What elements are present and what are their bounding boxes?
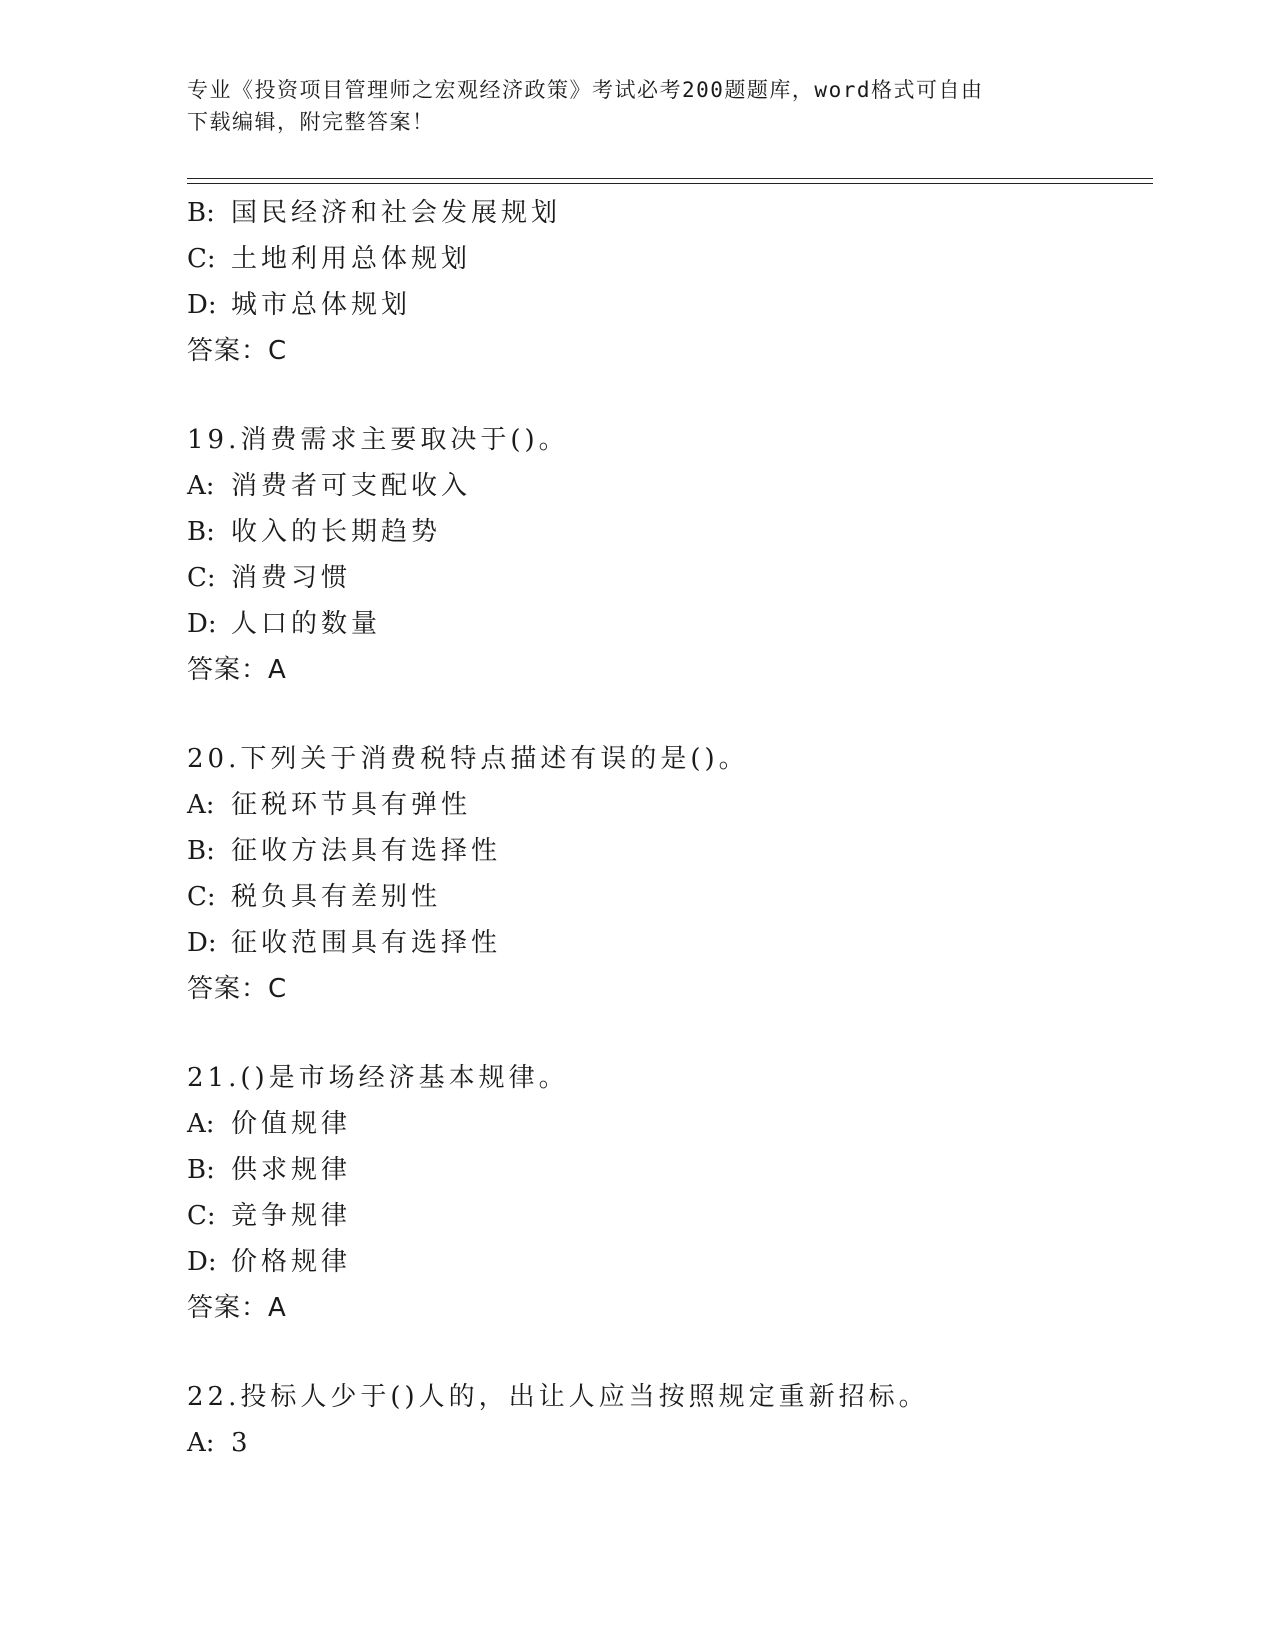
option-b [187,509,1147,555]
option-label: C: [187,1201,216,1231]
option-d [187,601,1147,647]
question-stem: 20.下列关于消费税特点描述有误的是()。 [187,744,749,774]
option-text: 土地利用总体规划 [231,244,472,274]
option-text: 价格规律 [231,1247,352,1277]
answer-line: 答案：C [187,974,288,1004]
option-text: 人口的数量 [231,609,382,639]
option-text: 征收范围具有选择性 [231,928,502,958]
option-label: D: [187,609,217,639]
header-title-line-2: 下载编辑，附完整答案！ [187,110,435,134]
answer-line: 答案：C [187,336,288,366]
question-content [187,190,1147,1466]
option-label: A: [187,471,215,501]
option-d [187,282,1147,328]
answer-line: 答案：A [187,655,287,685]
question-stem: 22.投标人少于()人的，出让人应当按照规定重新招标。 [187,1382,929,1412]
option-label: B: [187,198,215,228]
option-label: A: [187,790,215,820]
option-d [187,1239,1147,1285]
question-21 [187,1055,1147,1331]
option-a [187,1101,1147,1147]
option-label: B: [187,517,215,547]
option-a [187,782,1147,828]
option-c [187,236,1147,282]
option-b [187,1147,1147,1193]
header-divider-bottom [187,183,1153,184]
option-c [187,874,1147,920]
option-c [187,1193,1147,1239]
question-20 [187,736,1147,1012]
option-b [187,190,1147,236]
header-divider-top [187,178,1153,179]
option-label: A: [187,1109,215,1139]
option-label: D: [187,290,217,320]
option-text: 国民经济和社会发展规划 [231,198,562,228]
option-a [187,463,1147,509]
option-label: C: [187,563,216,593]
question-continuation [187,190,1147,374]
option-text: 价值规律 [231,1109,352,1139]
option-b [187,828,1147,874]
option-a [187,1420,1147,1466]
option-label: C: [187,882,216,912]
answer-line: 答案：A [187,1293,287,1323]
option-text: 竞争规律 [231,1201,352,1231]
option-text: 征税环节具有弹性 [231,790,472,820]
option-text: 消费习惯 [231,563,352,593]
question-19 [187,417,1147,693]
document-header [187,74,1067,138]
option-label: B: [187,1155,215,1185]
option-d [187,920,1147,966]
option-text: 3 [231,1428,252,1458]
option-c [187,555,1147,601]
header-title-line-1: 专业《投资项目管理师之宏观经济政策》考试必考200题题库，word格式可自由 [187,78,984,102]
option-label: D: [187,1247,217,1277]
option-text: 征收方法具有选择性 [231,836,502,866]
option-label: B: [187,836,215,866]
question-stem: 21.()是市场经济基本规律。 [187,1063,569,1093]
option-text: 城市总体规划 [231,290,412,320]
option-text: 消费者可支配收入 [231,471,472,501]
option-label: C: [187,244,216,274]
option-text: 供求规律 [231,1155,352,1185]
question-22 [187,1374,1147,1466]
option-text: 收入的长期趋势 [231,517,442,547]
option-text: 税负具有差别性 [231,882,442,912]
question-stem: 19.消费需求主要取决于()。 [187,425,569,455]
option-label: A: [187,1428,215,1458]
option-label: D: [187,928,217,958]
